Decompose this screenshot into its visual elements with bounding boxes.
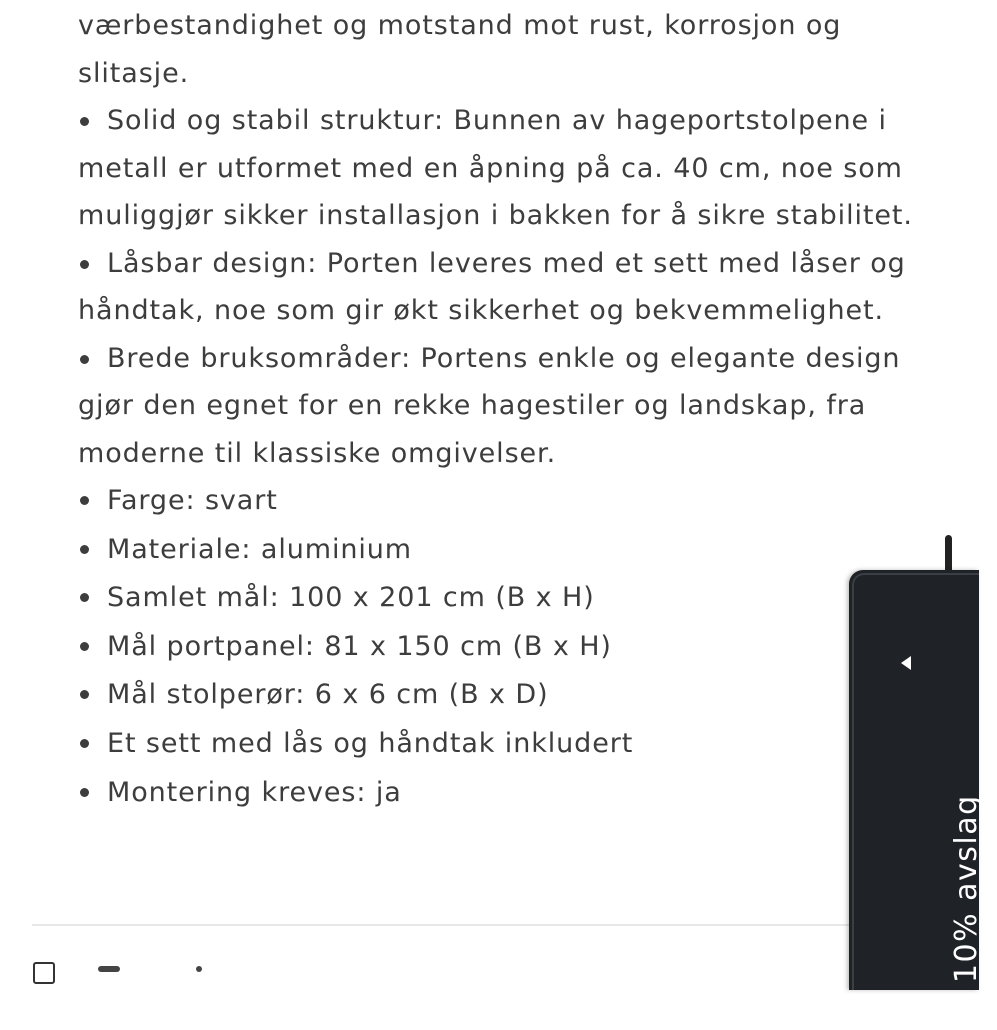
feature-list [78,97,938,477]
bullet-icon [80,260,89,269]
bullet-icon [80,788,89,797]
bullet-icon [80,690,89,699]
bullet-icon [80,355,89,364]
next-section-text-fragment [98,966,120,972]
caret-icon [901,656,911,670]
description-intro: værbestandighet og motstand mot rust, korrosjon og slitasje. [78,10,842,89]
spec-item: Mål portpanel: 81 x 150 cm (B x H) [78,623,938,672]
bullet-icon [80,593,89,602]
product-description [78,2,938,817]
feature-item: Låsbar design: Porten leveres med et sett med låser og håndtak, noe som gir økt sikkerhet og bekvemmelighet. [78,247,906,326]
discount-tab-label: Få 10% avslag [949,794,984,1030]
feature-item: Brede bruksområder: Portens enkle og elegante design gjør den egnet for en rekke hagestiler og landskap, fra moderne til klassiske omgivelser. [78,342,901,469]
discount-tab-content [879,650,984,1030]
spec-list [78,477,938,817]
spec-item: Materiale: aluminium [78,526,938,575]
feature-item: Solid og stabil struktur: Bunnen av hageportstolpene i metall er utformet med en åpning på ca. 40 cm, noe som muliggjør sikker installasjon i bakken for å sikre stabilitet. [78,105,913,231]
next-section-text-fragment [196,966,202,972]
spec-item: Et sett med lås og håndtak inkludert [78,720,938,769]
discount-tab-button[interactable] [849,570,984,1030]
spec-item: Samlet mål: 100 x 201 cm (B x H) [78,574,938,623]
bullet-icon [80,117,89,126]
section-divider [32,924,852,926]
bullet-icon [80,642,89,651]
bullet-icon [80,545,89,554]
bullet-icon [80,496,89,505]
bullet-icon [80,739,89,748]
spec-item: Farge: svart [78,477,938,526]
next-section-icon[interactable] [33,962,55,984]
spec-item: Montering kreves: ja [78,769,938,818]
spec-item: Mål stolperør: 6 x 6 cm (B x D) [78,671,938,720]
